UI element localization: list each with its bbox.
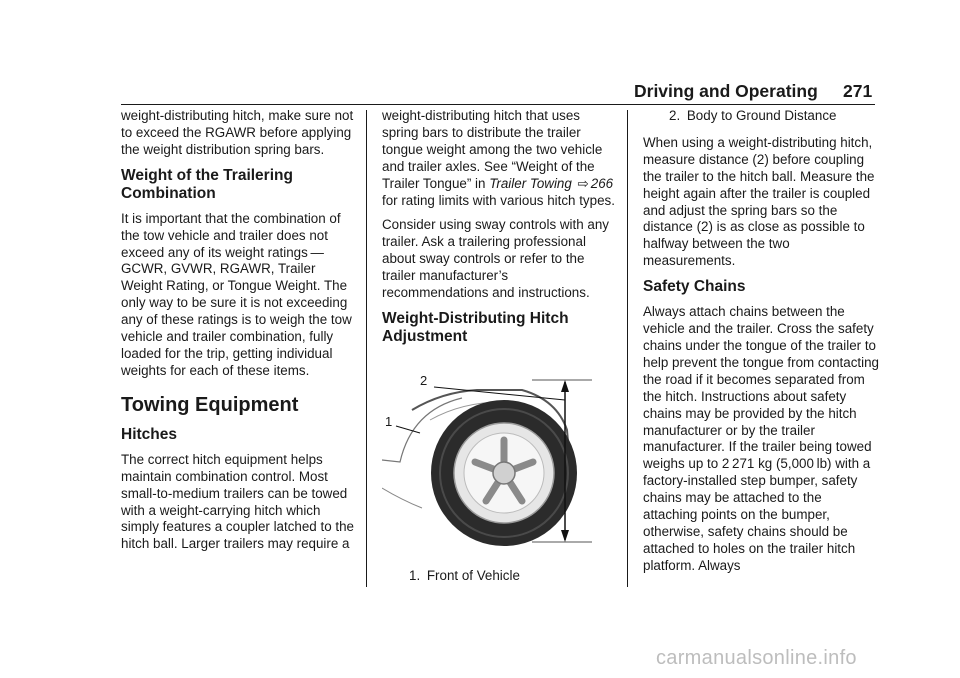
chapter-heading: Towing Equipment xyxy=(121,393,299,416)
body-lower-line xyxy=(382,488,422,508)
section-heading: Weight of the Trailering Combination xyxy=(121,166,293,202)
column-divider-2 xyxy=(627,110,628,587)
figure-caption: 1. Front of Vehicle xyxy=(409,568,520,583)
callout-label-1: 1 xyxy=(385,414,393,429)
watermark: carmanualsonline.info xyxy=(656,647,857,669)
section-title: Driving and Operating xyxy=(634,81,818,101)
callout-label-2: 2 xyxy=(420,373,428,388)
figure-caption: 2. Body to Ground Distance xyxy=(669,108,837,123)
column-3 xyxy=(643,108,879,583)
column-1 xyxy=(121,108,357,561)
cross-reference-link[interactable]: Trailer Towing xyxy=(489,175,572,191)
paragraph: Always attach chains between the vehicle and the trailer. Cross the safety chains under the tongue of the trailer to help prevent the tongue from contacting the road if it becomes separated from the hitch. Instructions about safety chains may be provided by the hitch manufacturer or by the trailer manufacturer. If the trailer being towed weighs up to 2 271 kg (5,000 lb) with a factory-installed step bumper, safety chains may be attached to the attaching points on the bumper, otherwise, safety chains should be attached to holes on the trailer hitch platform. Always xyxy=(643,304,879,573)
paragraph: weight-distributing hitch that uses spring bars to distribute the trailer tongue weight among the two vehicle and trailer axles. See “Weight of the Trailer Tongue” in Trailer Towing ⇨ 266 for rating limits with various hitch types. xyxy=(382,108,615,208)
page-header xyxy=(634,81,873,102)
callout-leader-1 xyxy=(396,426,420,433)
ground-mask xyxy=(382,546,598,565)
section-heading: Hitches xyxy=(121,425,177,443)
paragraph: It is important that the combination of the tow vehicle and trailer does not exceed any of its weight ratings — GCWR, GVWR, RGAWR, Trailer Weight Rating, or Tongue Weight. The only way to be sure it is not exceeding any of these ratings is to weigh the tow vehicle and trailer combination, fully loaded for the trip, getting individual weights for each of these items. xyxy=(121,210,352,378)
paragraph: When using a weight-distributing hitch, measure distance (2) before coupling the trailer to the hitch ball. Measure the height again after the trailer is coupled and adjust the spring bars so the distance (2) is as close as possible to halfway between the two measurements. xyxy=(643,134,875,269)
wheel-hub xyxy=(493,462,515,484)
page-reference-number[interactable]: 266 xyxy=(590,175,614,191)
column-2 xyxy=(382,108,618,354)
section-heading: Weight-Distributing Hitch Adjustment xyxy=(382,309,569,345)
column-divider-1 xyxy=(366,110,367,587)
section-heading: Safety Chains xyxy=(643,278,746,296)
arrow-up-icon xyxy=(561,380,569,392)
paragraph: Consider using sway controls with any trailer. Ask a trailering professional about sway controls or refer to the trailer manufacturer’s recommendations and instructions. xyxy=(382,217,610,301)
paragraph: weight-distributing hitch, make sure not to exceed the RGAWR before applying the weight distribution spring bars. xyxy=(121,108,354,157)
cross-reference-link[interactable]: “Weight of the Trailer Tongue” xyxy=(382,158,595,191)
page-number: 271 xyxy=(843,81,873,101)
page-reference-icon: ⇨ xyxy=(577,175,589,191)
header-rule xyxy=(121,104,875,105)
paragraph: The correct hitch equipment helps maintain combination control. Most small-to-medium trailers can be towed with a weight-carrying hitch which simply features a coupler latched to the hitch ball. Larger trailers may require a xyxy=(121,451,354,552)
arrow-down-icon xyxy=(561,530,569,542)
hitch-adjustment-illustration xyxy=(382,370,598,565)
